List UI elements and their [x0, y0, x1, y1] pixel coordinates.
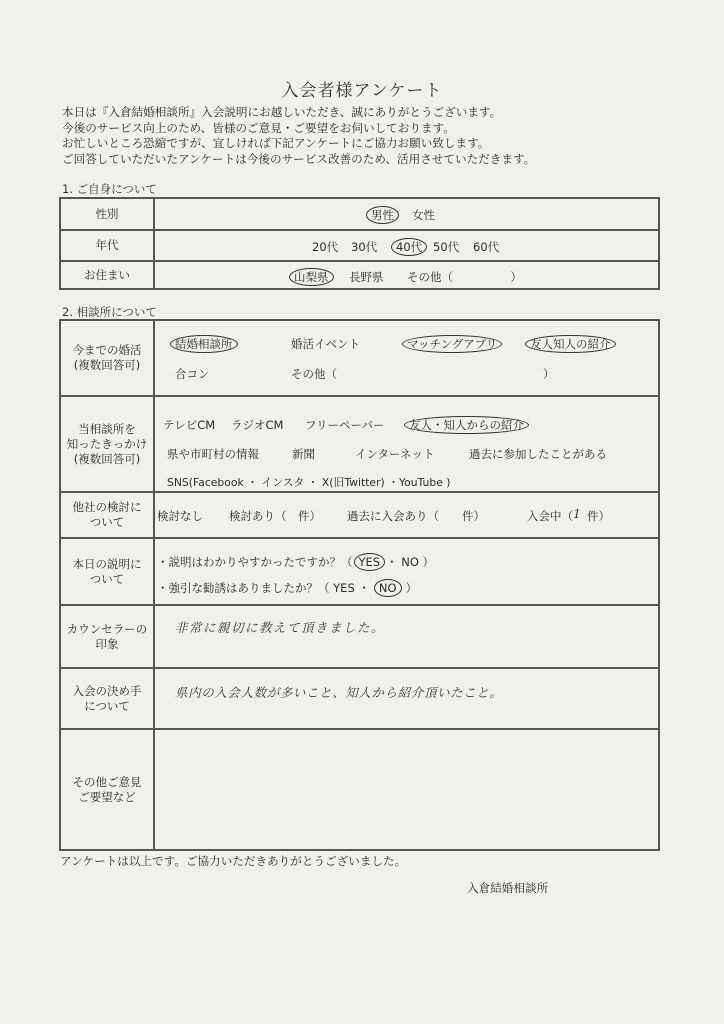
- residence-row: [61, 260, 658, 288]
- residence-option-yamanashi-selected[interactable]: 山梨県: [289, 268, 334, 286]
- explanation-label-line: ついて: [89, 571, 125, 586]
- trigger-option-freepaper[interactable]: フリーペーパー: [305, 418, 385, 432]
- history-row: [61, 321, 658, 395]
- decision-answer: 県内の入会人数が多いこと、知人から紹介頂いたこと。: [175, 685, 503, 700]
- decision-answer-field[interactable]: [155, 669, 658, 728]
- age-option-20s[interactable]: 20代: [312, 240, 339, 254]
- trigger-label-line: 当相談所を: [78, 421, 136, 436]
- section1-table: [59, 197, 660, 290]
- page-title: 入会者様アンケート: [281, 81, 443, 101]
- trigger-option-radio[interactable]: ラジオCM: [231, 418, 284, 432]
- residence-options: [155, 262, 658, 288]
- decision-label: [61, 669, 155, 728]
- age-option-50s[interactable]: 50代: [433, 240, 460, 254]
- explanation-q1-text: ・説明はわかりやすかったですか？（: [157, 555, 353, 569]
- gender-row: [61, 199, 658, 229]
- age-option-30s[interactable]: 30代: [351, 240, 378, 254]
- trigger-option-internet[interactable]: インターネット: [355, 447, 435, 461]
- decision-row: [61, 667, 658, 728]
- intro-line: ご回答していただいたアンケートは今後のサービス改善のため、活用させていただきます。: [62, 151, 536, 166]
- gender-option-male-selected[interactable]: 男性: [366, 206, 399, 224]
- trigger-option-newspaper[interactable]: 新聞: [292, 447, 315, 461]
- comments-label-line: ご要望など: [78, 789, 136, 804]
- explanation-q2-close: ）: [405, 581, 418, 595]
- explanation-label-line: 本日の説明に: [72, 556, 142, 571]
- counselor-label-line: カウンセラーの: [66, 621, 148, 636]
- history-option-agency-selected[interactable]: 結婚相談所: [170, 335, 238, 353]
- trigger-label-line: (複数回答可): [73, 451, 141, 466]
- residence-label: お住まい: [61, 262, 155, 288]
- others-options: [155, 493, 658, 537]
- trigger-option-friend-selected[interactable]: 友人・知人からの紹介: [404, 416, 529, 434]
- age-options: [155, 231, 658, 260]
- age-label: 年代: [61, 231, 155, 260]
- gender-label: 性別: [61, 199, 155, 229]
- counselor-row: [61, 604, 658, 667]
- others-label: [61, 493, 155, 537]
- explanation-label: [61, 539, 155, 604]
- comments-answer-field[interactable]: [155, 730, 658, 849]
- footer-thanks: アンケートは以上です。ご協力いただきありがとうございました。: [60, 854, 407, 868]
- section2-heading: 2. 相談所について: [62, 305, 157, 319]
- age-option-40s-selected[interactable]: 40代: [391, 238, 427, 256]
- trigger-option-sns[interactable]: SNS(Facebook ・ インスタ ・ X(旧Twitter) ・YouTube ): [167, 476, 451, 489]
- trigger-row: [61, 395, 658, 491]
- footer-organization: 入倉結婚相談所: [467, 881, 549, 895]
- section1-heading: 1. ご自身について: [62, 182, 157, 196]
- counselor-answer: 非常に親切に教えて頂きました。: [175, 620, 386, 635]
- history-option-app-selected[interactable]: マッチングアプリ: [402, 335, 502, 353]
- others-option-count-unit: 件）: [587, 509, 610, 523]
- trigger-option-tv[interactable]: テレビCM: [163, 418, 216, 432]
- decision-label-line: について: [84, 698, 130, 713]
- others-current-count[interactable]: 1: [573, 506, 581, 521]
- explanation-q2-text: ・強引な勧誘はありましたか？（ YES ・: [157, 581, 370, 595]
- intro-text: [62, 105, 535, 167]
- history-label-line: (複数回答可): [73, 358, 141, 372]
- others-option-current-member[interactable]: 入会中（: [527, 509, 573, 523]
- comments-label-line: その他ご意見: [72, 774, 142, 789]
- history-option-other-close: ）: [543, 367, 555, 381]
- explanation-questions: [155, 539, 658, 604]
- history-options: [155, 321, 658, 395]
- age-option-60s[interactable]: 60代: [473, 240, 500, 254]
- others-option-past-member[interactable]: 過去に入会あり（ 件）: [347, 509, 485, 523]
- intro-line: 本日は『入倉結婚相談所』入会説明にお越しいただき、誠にありがとうございます。: [62, 105, 502, 119]
- history-option-friend-selected[interactable]: 友人知人の紹介: [525, 335, 616, 353]
- history-label: [61, 321, 155, 395]
- explanation-q1-yes-selected[interactable]: YES: [354, 553, 386, 571]
- trigger-option-local-gov[interactable]: 県や市町村の情報: [167, 447, 259, 461]
- explanation-q2-no-selected[interactable]: NO: [374, 579, 402, 597]
- counselor-label: [61, 606, 155, 667]
- others-label-line: ついて: [89, 515, 125, 529]
- gender-options: [155, 199, 658, 229]
- explanation-row: [61, 537, 658, 604]
- trigger-option-past-participation[interactable]: 過去に参加したことがある: [469, 447, 607, 461]
- history-option-goukon[interactable]: 合コン: [175, 367, 210, 381]
- trigger-label-line: 知ったきっかけ: [66, 436, 148, 451]
- others-option-none[interactable]: 検討なし: [157, 509, 203, 523]
- others-row: [61, 491, 658, 537]
- history-option-event[interactable]: 婚活イベント: [291, 337, 360, 351]
- comments-label: [61, 730, 155, 849]
- comments-row: [61, 728, 658, 849]
- trigger-label: [61, 397, 155, 491]
- history-label-line: 今までの婚活: [72, 343, 142, 357]
- intro-line: 今後のサービス向上のため、皆様のご意見・ご要望をお伺いしております。: [62, 120, 455, 135]
- others-option-considering[interactable]: 検討あり（ 件）: [229, 509, 321, 523]
- counselor-label-line: 印象: [95, 636, 119, 651]
- explanation-q1-no[interactable]: ・ NO ）: [386, 555, 435, 569]
- intro-line: お忙しいところ恐縮ですが、宜しければ下記アンケートにご協力お願い致します。: [62, 136, 490, 151]
- explanation-q2: [157, 580, 417, 596]
- history-option-other[interactable]: その他（: [291, 367, 337, 381]
- counselor-answer-field[interactable]: [155, 606, 658, 667]
- decision-label-line: 入会の決め手: [72, 683, 142, 698]
- explanation-q1: [157, 554, 434, 570]
- others-label-line: 他社の検討に: [72, 500, 142, 514]
- residence-option-other[interactable]: その他（ ）: [407, 270, 522, 284]
- trigger-options: [155, 397, 658, 491]
- gender-option-female[interactable]: 女性: [412, 208, 435, 222]
- section2-table: [59, 319, 660, 851]
- residence-option-nagano[interactable]: 長野県: [349, 270, 384, 284]
- age-row: [61, 229, 658, 260]
